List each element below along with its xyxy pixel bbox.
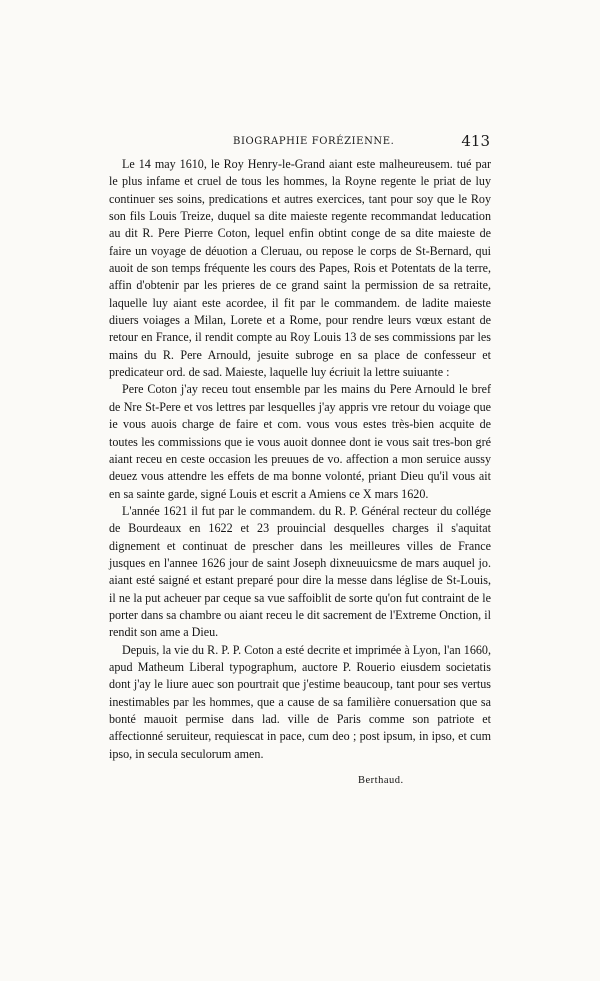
- page-number: 413: [461, 132, 490, 150]
- running-title: BIOGRAPHIE FORÉZIENNE.: [233, 136, 395, 147]
- paragraph: Pere Coton j'ay receu tout ensemble par les mains du Pere Arnould le bref de Nre St-Pere et vos lettres par lesquelles j'ay appris vre retour du voiage que ie vous auois charge de faire et com. vous vous estes très-bien acquite de toutes les commissions que ie vous auoit donnee dont ie vous sait tres-bon gré aiant receu en ceste occasion les preuues de vo. affection a mon seruice aussy deuez vous attendre les effets de ma bonne volonté, priant Dieu qu'il vous ait en sa sainte garde, signé Louis et escrit a Amiens ce X mars 1620.: [109, 382, 491, 501]
- page-header: [110, 132, 490, 152]
- paragraph: Le 14 may 1610, le Roy Henry-le-Grand aiant este malheureusem. tué par le plus infame et cruel de tous les hommes, la Royne regente le priat de luy continuer ses soins, predications et autres exercices, tant pour soy que le Roy son fils Louis Treize, duquel sa dite maieste regente recommandat leducation au dit R. Pere Pierre Coton, lequel enfin obtint conge de sa dite maieste de faire un voyage de déuotion a Cleruau, ou repose le corps de St-Bernard, qui auoit de son temps fréquente les cours des Papes, Rois et Potentats de la terre, affin d'obtenir par les prieres de ce grand saint la permission de sa retraite, laquelle luy aiant este acordee, il fit par le commandem. de ladite maieste diuers voiages a Milan, Lorete et a Rome, pour rendre leurs vœux estant de retour en France, il rendit compte au Roy Louis 13 de ses commissions par les mains du R. Pere Arnould, jesuite subroge en sa place de confesseur et predicateur ord. de sad. Maieste, laquelle luy écriuit la lettre suiuante :: [109, 157, 491, 380]
- author-signature: Berthaud.: [358, 775, 404, 786]
- paragraph: Depuis, la vie du R. P. P. Coton a esté decrite et imprimée à Lyon, l'an 1660, apud Matheum Liberal typographum, auctore P. Rouerio eiusdem societatis dont j'ay le liure auec son pourtrait que j'estime beaucoup, tant pour ses vertus inestimables par les hommes, que a cause de sa familière conuersation que sa bonté mauoit permise dans lad. ville de Paris comme son patriote et affectionné seruiteur, requiescat in pace, cum deo ; post ipsum, in ipso, et cum ipso, in secula seculorum amen.: [109, 642, 491, 761]
- body-text: [109, 156, 491, 763]
- paragraph: L'année 1621 il fut par le commandem. du R. P. Général recteur du collége de Bourdeaux en 1622 et 23 prouincial desquelles charges il s'aquitat dignement et continuat de prescher dans les meilleures villes de France jusques en l'annee 1626 jour de saint Joseph dixneuuicsme de mars auquel jo. aiant esté saigné et estant preparé pour dire la messe dans léglise de St-Louis, il ne la put acheuer par ceque sa vue saffoiblit de sorte qu'on fut contraint de le porter dans sa chambre ou aiant receu le dit sacrement de l'Extreme Onction, il rendit son ame a Dieu.: [109, 503, 491, 640]
